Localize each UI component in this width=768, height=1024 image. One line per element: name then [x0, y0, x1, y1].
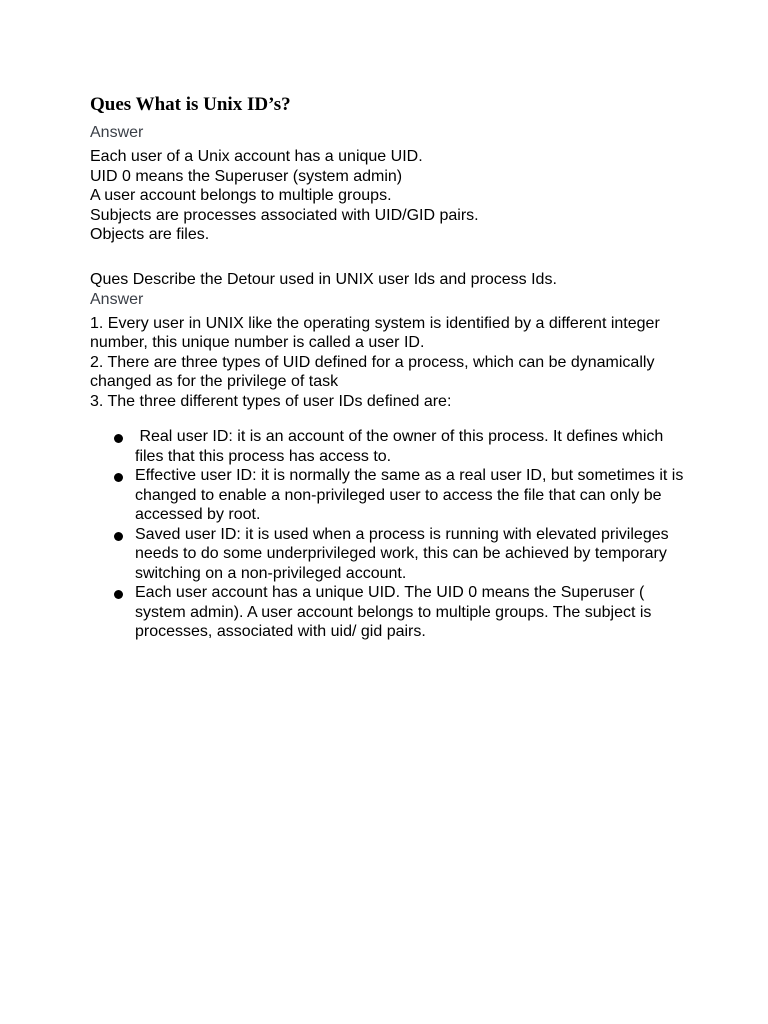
numbered-item: 3. The three different types of user IDs defined are:	[90, 392, 452, 410]
list-item	[90, 427, 690, 466]
list-item	[90, 466, 690, 525]
question-2-answer-label: Answer	[90, 290, 144, 308]
answer-line: UID 0 means the Superuser (system admin)	[90, 167, 403, 185]
document-page	[90, 90, 690, 642]
question-2-numbered-list	[90, 314, 690, 412]
answer-line: A user account belongs to multiple groups.	[90, 187, 392, 204]
answer-line: Each user of a Unix account has a unique UID.	[90, 148, 423, 165]
user-id-types-list	[90, 427, 690, 642]
numbered-item: 1. Every user in UNIX like the operating system is identified by a different integer number, this unique number is called a user ID.	[90, 314, 660, 351]
bullet-icon	[114, 590, 123, 599]
list-item	[90, 525, 690, 584]
list-item-text: Saved user ID: it is used when a process is running with elevated privileges needs to do some underprivileged work, this can be achieved by temporary switching on a non-privileged account.	[135, 525, 669, 582]
bullet-icon	[114, 434, 123, 443]
question-2-title: Ques Describe the Detour used in UNIX user Ids and process Ids.	[90, 270, 557, 288]
list-item	[90, 583, 690, 642]
answer-line: Subjects are processes associated with UID/GID pairs.	[90, 206, 479, 224]
list-item-text: Effective user ID: it is normally the same as a real user ID, but sometimes it is changed to enable a non-privileged user to access the file that can only be accessed by root.	[135, 467, 684, 523]
question-1-answer-lines	[90, 147, 690, 245]
question-1-title: Ques What is Unix ID’s?	[90, 94, 291, 115]
question-1-answer-label: Answer	[90, 124, 144, 141]
numbered-item: 2. There are three types of UID defined for a process, which can be dynamically changed as for the privilege of task	[90, 353, 655, 390]
list-item-text: Each user account has a unique UID. The UID 0 means the Superuser ( system admin). A user account belongs to multiple groups. The subject is processes, associated with uid/ gid pairs.	[135, 584, 652, 640]
bullet-icon	[114, 473, 123, 482]
list-item-text: Real user ID: it is an account of the owner of this process. It defines which files that this process has access to.	[135, 428, 668, 465]
answer-line: Objects are files.	[90, 226, 210, 243]
bullet-icon	[114, 532, 123, 541]
